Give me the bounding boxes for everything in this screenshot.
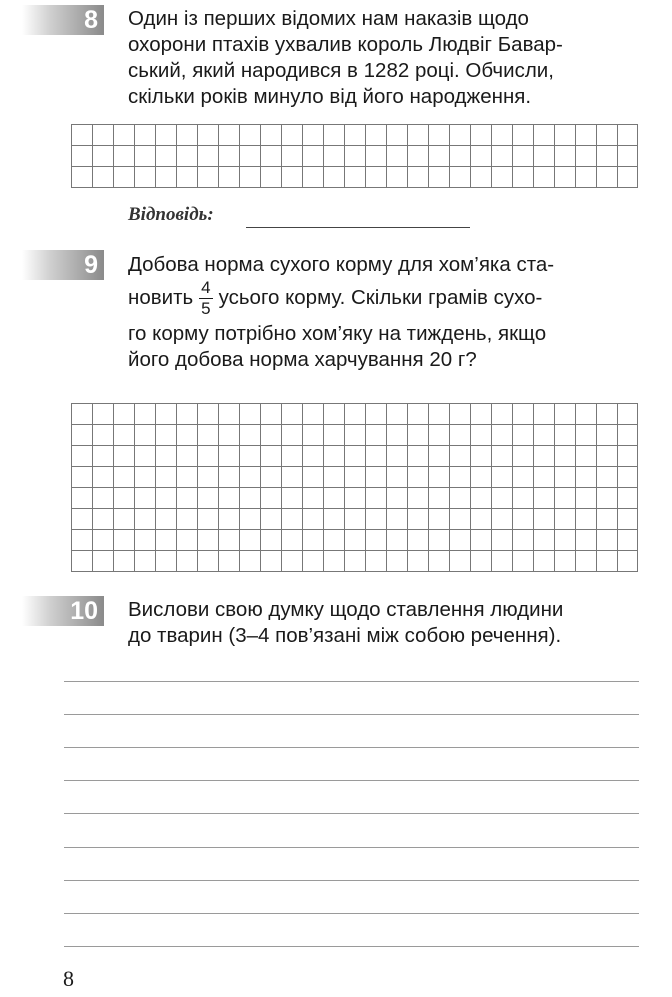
writing-line-6[interactable] [64,847,639,848]
task-8-line-1: Один із перших відомих нам наказів щодо [128,7,529,30]
task-10-line-1: Вислови свою думку щодо ставлення людини [128,598,564,621]
fraction-denominator: 5 [201,299,211,318]
task-number-badge-10 [22,596,104,626]
task-9-line-3: го корму потрібно хом’яку на тиждень, якщо [128,322,547,345]
writing-line-1[interactable] [64,681,639,682]
task-8-text [128,6,638,110]
task-8-line-3: ський, який народився в 1282 році. Обчисли, [128,59,554,82]
task-9-line-1: Добова норма сухого корму для хом’яка ста- [128,253,555,276]
answer-line[interactable] [246,227,470,228]
task-9-line-2-start: новить [128,285,194,309]
task-number-badge-8 [22,5,104,35]
task-10-text [128,597,638,649]
task-8-work-grid[interactable] [71,124,638,188]
task-number-8: 8 [84,6,98,34]
answer-label: Відповідь: [128,204,214,225]
task-9-line-2-end: усього корму. Скільки грамів сухо- [218,285,543,309]
writing-line-2[interactable] [64,714,639,715]
writing-line-3[interactable] [64,747,639,748]
writing-line-5[interactable] [64,813,639,814]
task-9-text [128,252,638,373]
fraction-four-fifths [199,278,212,319]
task-8-line-4: скільки років минуло від його народження. [128,85,532,108]
task-9-line-2 [128,278,638,319]
task-9-work-grid[interactable] [71,403,638,572]
task-number-badge-9 [22,250,104,280]
task-number-10: 10 [70,597,98,625]
task-10-line-2: до тварин (3–4 пов’язані між собою речення). [128,624,562,647]
page-number: 8 [63,966,74,991]
writing-line-9[interactable] [64,946,639,947]
writing-line-7[interactable] [64,880,639,881]
writing-line-8[interactable] [64,913,639,914]
task-8-line-2: охорони птахів ухвалив король Людвіг Бавар- [128,33,563,56]
fraction-numerator: 4 [201,278,211,297]
task-9-line-4: його добова норма харчування 20 г? [128,348,477,371]
writing-line-4[interactable] [64,780,639,781]
task-number-9: 9 [84,251,98,279]
